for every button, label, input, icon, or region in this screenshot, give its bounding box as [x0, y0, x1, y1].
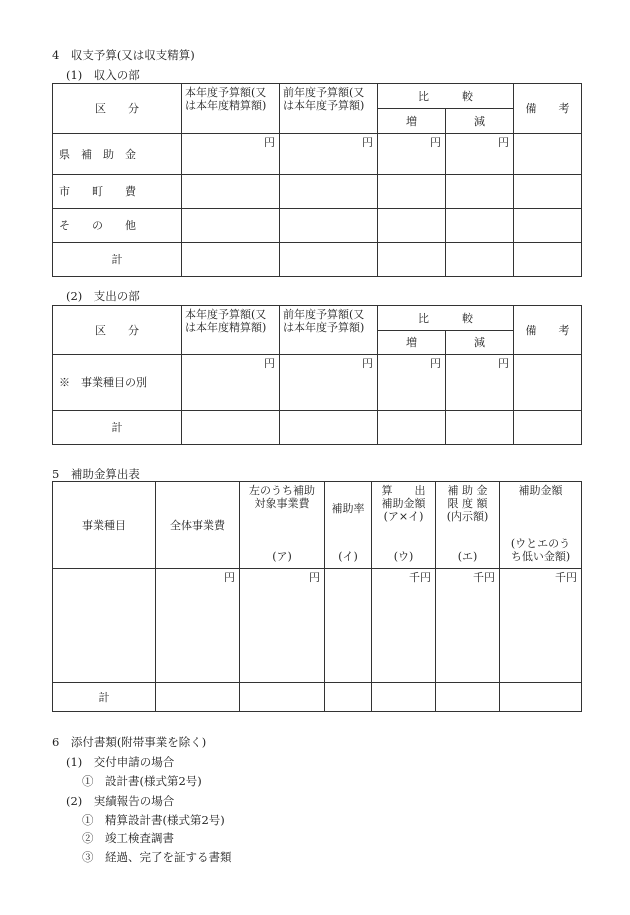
income-unit: 円: [182, 134, 280, 175]
subsidy-header-ritsu: [325, 482, 372, 569]
subsidy-header-hojo-line3: ち低い金額): [510, 550, 571, 563]
income-header-current: 本年度予算額(又は本年度精算額): [182, 84, 280, 134]
subsidy-header-gendo-mark: (エ): [457, 550, 478, 563]
subsidy-cell: [325, 683, 372, 712]
expense-row-total: 計: [53, 411, 182, 445]
income-unit: 円: [378, 134, 446, 175]
subsidy-header-hojo-line1: 補助金額: [518, 484, 563, 497]
expense-cell: [378, 411, 446, 445]
expense-cell: [514, 355, 582, 411]
subsidy-header-jigyou: 事業種目: [53, 482, 156, 569]
subsidy-table: [52, 481, 582, 712]
expense-cell: [514, 411, 582, 445]
expense-cell: [280, 411, 378, 445]
subsidy-header-sanshutsu-line2: 補助金額: [381, 497, 426, 510]
expense-header-kubun: 区 分: [53, 306, 182, 355]
income-cell: [378, 243, 446, 277]
section4-title: 4 収支予算(又は収支精算): [52, 48, 195, 62]
subsidy-header-sanshutsu-line3: (ア×イ): [383, 510, 424, 523]
income-header-bikou: 備 考: [514, 84, 582, 134]
subsidy-header-hojo-line2: (ウとエのう: [510, 537, 571, 550]
attachment-item: ② 竣工検査調書: [82, 831, 174, 845]
income-cell: [446, 175, 514, 209]
income-cell: [514, 243, 582, 277]
expense-unit: 円: [378, 355, 446, 411]
subsidy-cell: [436, 683, 500, 712]
subsidy-header-taishou-line1: 左のうち補助: [249, 484, 315, 497]
income-cell: [182, 175, 280, 209]
income-cell: [280, 175, 378, 209]
expense-header-previous: 前年度予算額(又は本年度予算額): [280, 306, 378, 355]
income-header-zou: 増: [378, 109, 446, 134]
expense-header-gen: 減: [446, 331, 514, 355]
subsidy-header-zentai: 全体事業費: [156, 482, 240, 569]
income-row-label: そ の 他: [53, 209, 182, 243]
income-header-gen: 減: [446, 109, 514, 134]
subsidy-header-gendo-line1: 補 助 金: [447, 484, 488, 497]
subsidy-header-hojo: [500, 482, 582, 569]
subsidy-cell: [500, 683, 582, 712]
income-row-label: 県 補 助 金: [53, 134, 182, 175]
income-cell: [280, 209, 378, 243]
subsidy-header-sanshutsu: [372, 482, 436, 569]
expense-table: [52, 305, 582, 445]
subsidy-unit: 千円: [436, 569, 500, 683]
attachment-item: ① 精算設計書(様式第2号): [82, 813, 225, 827]
income-header-hikaku: 比 較: [378, 84, 514, 109]
subsidy-cell: [53, 569, 156, 683]
subsidy-header-ritsu-mark: (イ): [338, 550, 358, 563]
attachment-item: (2) 実績報告の場合: [66, 794, 175, 808]
subsidy-header-sanshutsu-line1: 算 出: [381, 484, 426, 497]
subsidy-row-total: 計: [53, 683, 156, 712]
subsidy-cell: [240, 683, 325, 712]
attachment-item: ① 設計書(様式第2号): [82, 774, 202, 788]
expense-row-label: ※ 事業種目の別: [53, 355, 182, 411]
income-unit: 円: [280, 134, 378, 175]
expense-cell: [446, 411, 514, 445]
subsidy-header-gendo-line2: 限 度 額: [447, 497, 488, 510]
subsidy-cell: [372, 683, 436, 712]
income-row-label: 市 町 費: [53, 175, 182, 209]
expense-header-bikou: 備 考: [514, 306, 582, 355]
expense-cell: [182, 411, 280, 445]
income-header-kubun: 区 分: [53, 84, 182, 134]
subsidy-cell: [156, 683, 240, 712]
expense-unit: 円: [280, 355, 378, 411]
subsidy-header-gendo: [436, 482, 500, 569]
expense-header-zou: 増: [378, 331, 446, 355]
income-cell: [378, 175, 446, 209]
income-subtitle: (1) 収入の部: [66, 68, 140, 82]
expense-header-hikaku: 比 較: [378, 306, 514, 331]
subsidy-header-taishou-line2: 対象事業費: [254, 497, 310, 510]
income-header-previous: 前年度予算額(又は本年度予算額): [280, 84, 378, 134]
income-row-total: 計: [53, 243, 182, 277]
income-cell: [514, 134, 582, 175]
subsidy-header-sanshutsu-mark: (ウ): [393, 550, 414, 563]
income-cell: [514, 175, 582, 209]
income-cell: [378, 209, 446, 243]
subsidy-header-taishou: [240, 482, 325, 569]
attachment-item: ③ 経過、完了を証する書類: [82, 850, 232, 864]
subsidy-header-ritsu-label: 補助率: [331, 502, 365, 515]
subsidy-unit: 千円: [500, 569, 582, 683]
expense-unit: 円: [182, 355, 280, 411]
attachment-item: (1) 交付申請の場合: [66, 755, 175, 769]
subsidy-header-gendo-line3: (内示額): [446, 510, 489, 523]
income-cell: [446, 209, 514, 243]
subsidy-unit: 円: [156, 569, 240, 683]
section5-title: 5 補助金算出表: [52, 467, 140, 481]
expense-unit: 円: [446, 355, 514, 411]
income-cell: [182, 209, 280, 243]
income-cell: [280, 243, 378, 277]
income-cell: [182, 243, 280, 277]
subsidy-header-taishou-mark: (ア): [272, 550, 292, 563]
income-unit: 円: [446, 134, 514, 175]
subsidy-cell: [325, 569, 372, 683]
expense-subtitle: (2) 支出の部: [66, 289, 140, 303]
expense-header-current: 本年度予算額(又は本年度精算額): [182, 306, 280, 355]
income-cell: [514, 209, 582, 243]
income-table: [52, 83, 582, 277]
income-cell: [446, 243, 514, 277]
subsidy-unit: 千円: [372, 569, 436, 683]
section6-title: 6 添付書類(附帯事業を除く): [52, 735, 207, 749]
subsidy-unit: 円: [240, 569, 325, 683]
